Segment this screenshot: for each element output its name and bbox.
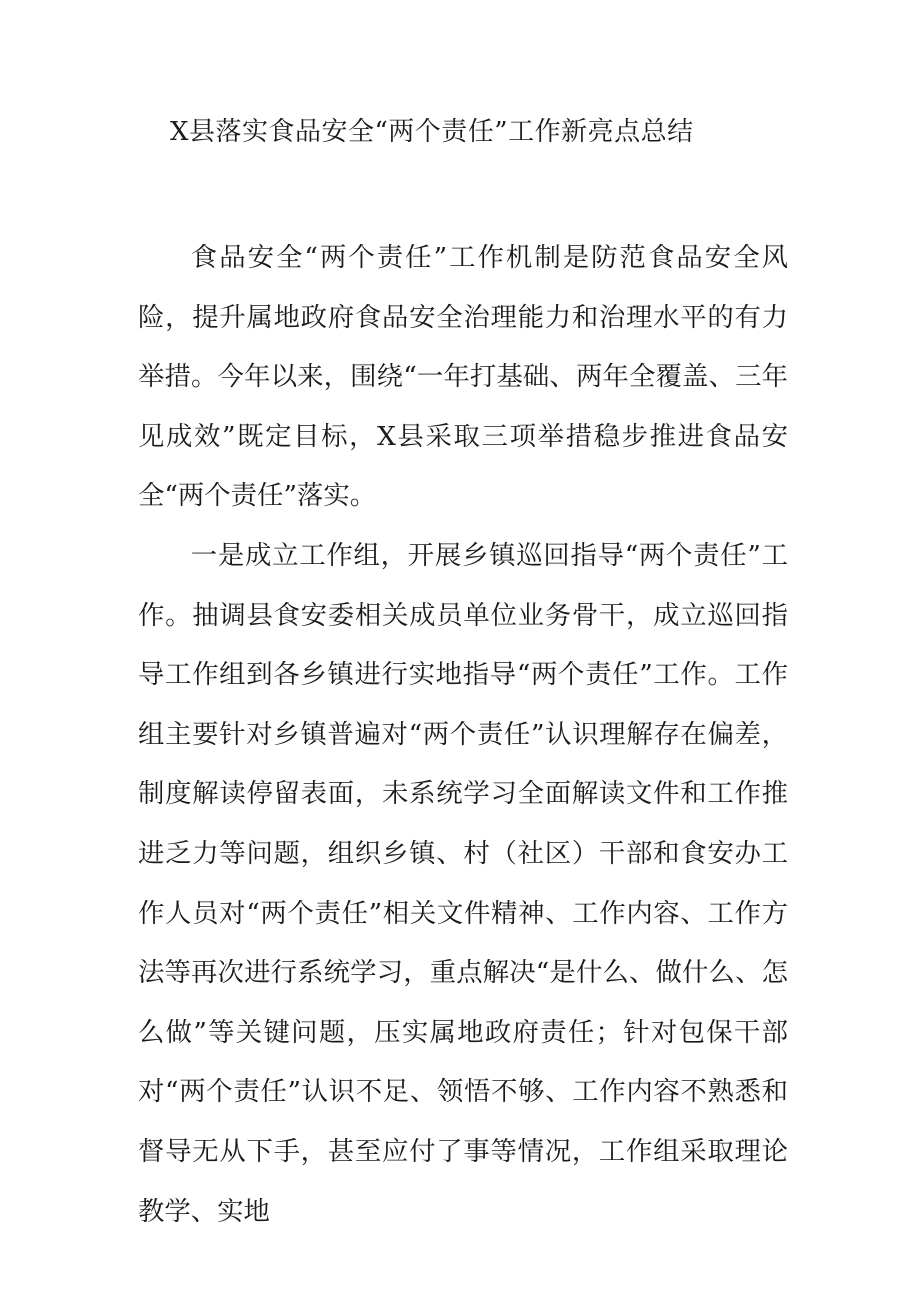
document-title: X县落实食品安全“两个责任”工作新亮点总结: [170, 117, 694, 147]
paragraph-measure-one: 一是成立工作组，开展乡镇巡回指导“两个责任”工作。抽调县食安委相关成员单位业务骨干，成立巡回指导工作组到各乡镇进行实地指导“两个责任”工作。工作组主要针对乡镇普遍对“两个责任”认识理解存在偏差，制度解读停留表面，未系统学习全面解读文件和工作推进乏力等问题，组织乡镇、村（社区）干部和食安办工作人员对“两个责任”相关文件精神、工作内容、工作方法等再次进行系统学习，重点解决“是什么、做什么、怎么做”等关键问题，压实属地政府责任；针对包保干部对“两个责任”认识不足、领悟不够、工作内容不熟悉和督导无从下手，甚至应付了事等情况，工作组采取理论教学、实地: [138, 539, 788, 1227]
paragraph-intro: 食品安全“两个责任”工作机制是防范食品安全风险，提升属地政府食品安全治理能力和治理水平的有力举措。今年以来，围绕“一年打基础、两年全覆盖、三年见成效”既定目标，X县采取三项举措稳步推进食品安全“两个责任”落实。: [138, 242, 788, 512]
document-body: [138, 228, 788, 1241]
